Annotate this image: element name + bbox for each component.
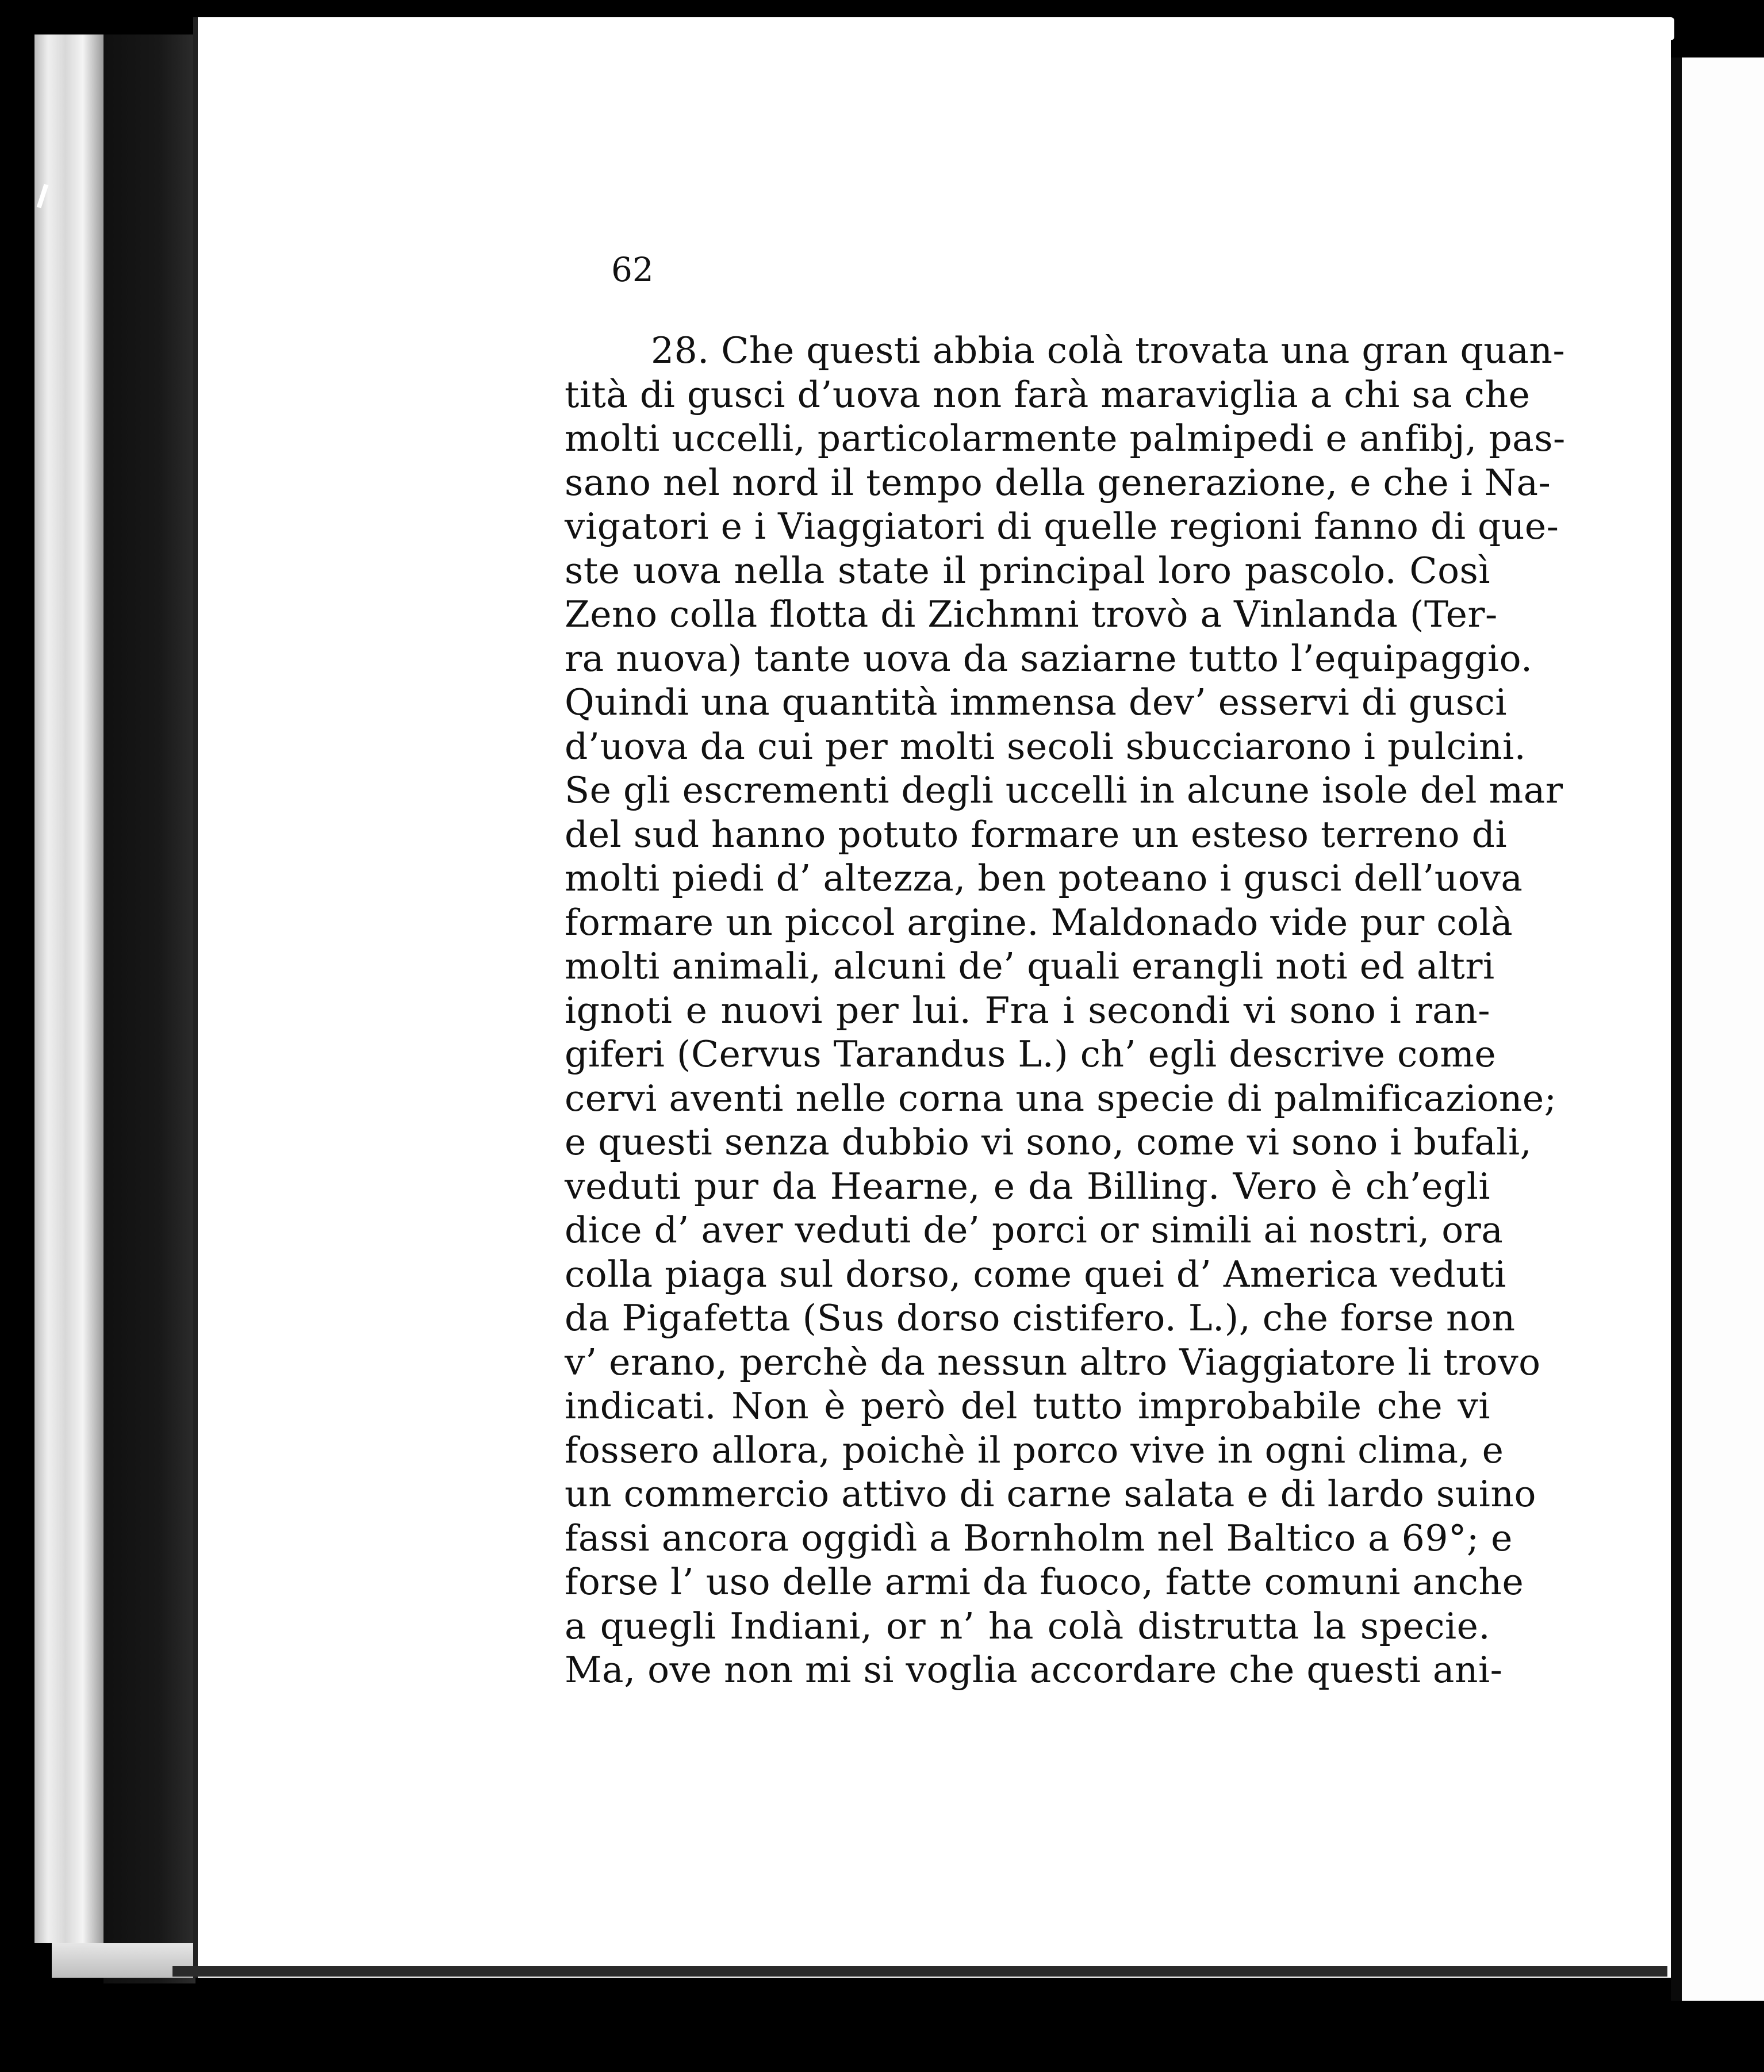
body-text [565,329,1566,1693]
text-line: molti animali, alcuni de’ quali erangli noti ed altri [565,945,1495,987]
text-line: ste uova nella state il principal loro pascolo. Così [565,549,1490,592]
text-line: ignoti e nuovi per lui. Fra i secondi vi sono i ran- [565,989,1490,1031]
adjacent-page-sliver [1682,57,1764,2001]
text-line: cervi aventi nelle corna una specie di palmificazione; [565,1077,1557,1119]
text-line: e questi senza dubbio vi sono, come vi sono i bufali, [565,1121,1532,1163]
text-line: colla piaga sul dorso, come quei d’ America veduti [565,1253,1506,1295]
text-line: indicati. Non è però del tutto improbabile che vi [565,1385,1490,1427]
text-line: forse l’ uso delle armi da fuoco, fatte comuni anche [565,1561,1524,1603]
gutter-shadow-right [1671,57,1682,2001]
text-line: veduti pur da Hearne, e da Billing. Vero è ch’egli [565,1165,1490,1207]
text-line: v’ erano, perchè da nessun altro Viaggiatore li trovo [565,1341,1541,1383]
text-line: Se gli escrementi degli uccelli in alcune isole del mar [565,769,1563,811]
text-line: tità di gusci d’uova non farà maraviglia a chi sa che [565,373,1531,416]
text-line: formare un piccol argine. Maldonado vide pur colà [565,901,1513,943]
text-line: dice d’ aver veduti de’ porci or simili ai nostri, ora [565,1209,1504,1251]
text-line: molti piedi d’ altezza, ben poteano i gusci dell’uova [565,857,1523,899]
text-line: Quindi una quantità immensa dev’ esservi di gusci [565,681,1508,723]
text-line: fossero allora, poichè il porco vive in ogni clima, e [565,1429,1504,1471]
page-number: 62 [611,250,654,289]
page-bottom-shadow [172,1966,1667,1977]
text-line: a quegli Indiani, or n’ ha colà distrutta la specie. [565,1605,1490,1647]
text-line: molti uccelli, particolarmente palmipedi e anfibj, pas- [565,417,1566,459]
text-line: un commercio attivo di carne salata e di lardo suino [565,1473,1536,1515]
text-line: ra nuova) tante uova da saziarne tutto l’equipaggio. [565,637,1533,680]
text-line: del sud hanno potuto formare un esteso terreno di [565,813,1508,855]
book-edge [34,34,103,1943]
text-line: d’uova da cui per molti secoli sbucciarono i pulcini. [565,725,1527,768]
binding-shadow [103,34,195,1983]
text-line: vigatori e i Viaggiatori di quelle regioni fanno di que- [565,505,1559,547]
text-line: 28. Che questi abbia colà trovata una gran quan- [651,329,1566,371]
text-line: Zeno colla flotta di Zichmni trovò a Vinlanda (Ter- [565,593,1498,635]
text-line: Ma, ove non mi si voglia accordare che questi ani- [565,1649,1503,1691]
text-line: da Pigafetta (Sus dorso cistifero. L.), che forse non [565,1297,1516,1339]
text-line: giferi (Cervus Tarandus L.) ch’ egli descrive come [565,1033,1497,1075]
text-line: fassi ancora oggidì a Bornholm nel Baltico a 69°; e [565,1517,1513,1559]
text-line: sano nel nord il tempo della generazione, e che i Na- [565,461,1551,504]
